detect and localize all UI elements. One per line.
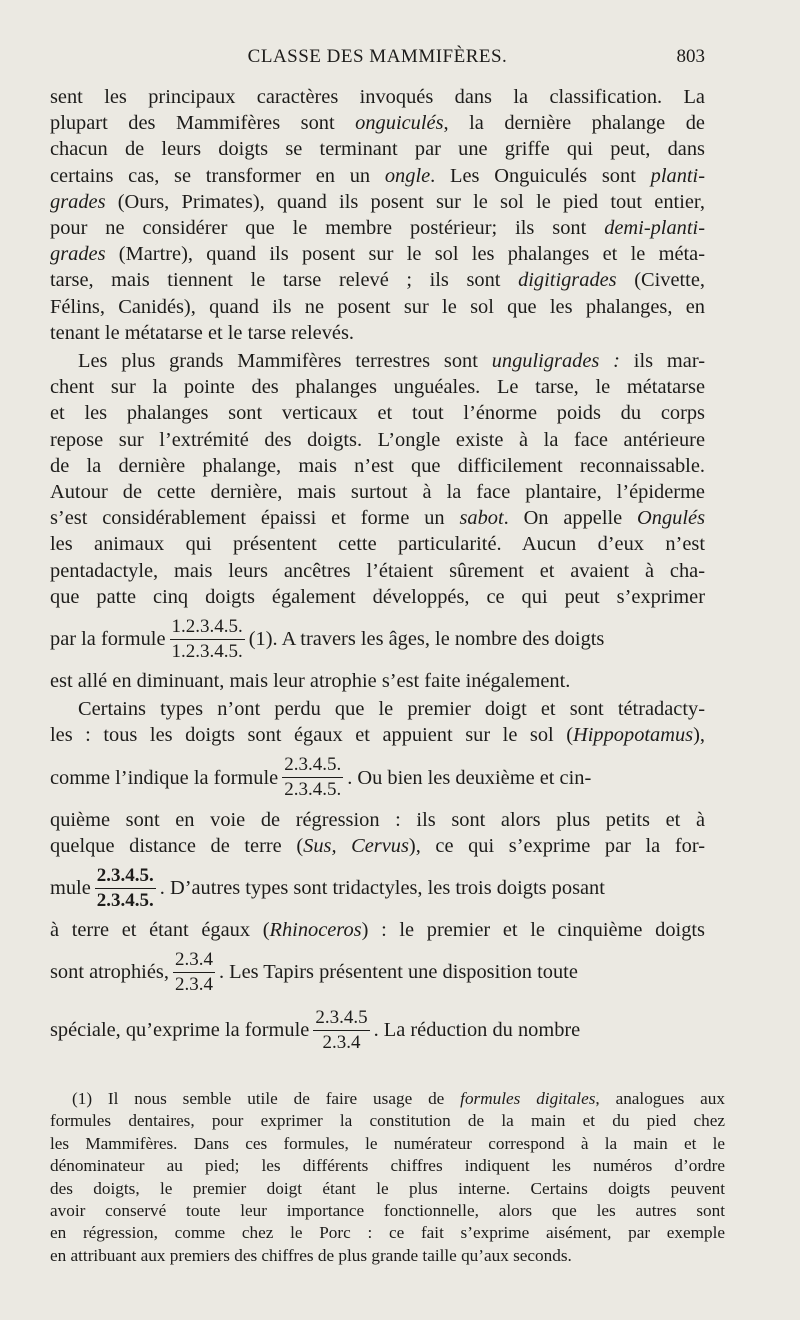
- text-line: chacun de leurs doigts se terminant par une griffe qui peut, dans: [50, 138, 705, 161]
- text-line: pentadactyle, mais leurs ancêtres l’étaient sûrement et avaient à cha-: [50, 559, 705, 582]
- digital-formula-fraction-bold: $\frac{2.3.4.5.}{2.3.4.5.}$: [96, 864, 154, 911]
- text-line: s’est considérablement épaissi et forme un sabot. On appelle Ongulés: [50, 507, 706, 530]
- formula-line: comme l’indique la formule $\frac{2.3.4.5.}{2.3.4.5.}$ . Ou bien les deuxième et cin-: [50, 754, 592, 801]
- digital-formula-fraction: $\frac{2.3.4.5}{2.3.4}$: [315, 1006, 368, 1053]
- footnote: [50, 1088, 725, 1267]
- text-line: à terre et étant égaux (Rhinoceros) : le premier et le cinquième doigts: [50, 919, 705, 942]
- formula-line: mule $\frac{2.3.4.5.}{2.3.4.5.}$ . D’autres types sont tridactyles, les trois doigts posant: [50, 864, 605, 911]
- text-line: sent les principaux caractères invoqués dans la classification. La: [50, 86, 705, 108]
- text-line: plupart des Mammifères sont onguiculés, la dernière phalange de: [50, 112, 705, 135]
- running-title: CLASSE DES MAMMIFÈRES.: [247, 46, 508, 67]
- text-line: tenant le métatarse et le tarse relevés.: [50, 321, 354, 344]
- digital-formula-fraction: $\frac{2.3.4.5.}{2.3.4.5.}$: [284, 754, 342, 801]
- footnote-line: en régression, comme chez le Porc : ce fait s’exprime aisément, par exemple: [50, 1223, 725, 1243]
- text-line: est allé en diminuant, mais leur atrophie s’est faite inégalement.: [50, 670, 571, 693]
- main-text: [50, 84, 705, 1061]
- formula-line: par la formule $\frac{1.2.3.4.5.}{1.2.3.4.5.}$ (1). A travers les âges, le nombre des doigts: [50, 615, 605, 662]
- footnote-line: (1) Il nous semble utile de faire usage de formules digitales, analogues aux: [72, 1089, 725, 1108]
- text-line: chent sur la pointe des phalanges unguéales. Le tarse, le métatarse: [50, 376, 705, 399]
- text-line: tarse, mais tiennent le tarse relevé ; ils sont digitigrades (Civette,: [50, 269, 705, 292]
- text-line: Félins, Canidés), quand ils ne posent sur le sol que les phalanges, en: [50, 295, 705, 318]
- paragraph-1: [50, 84, 705, 346]
- text-line: les : tous les doigts sont égaux et appuient sur le sol (Hippopotamus),: [50, 724, 705, 747]
- footnote-line: les Mammifères. Dans ces formules, le numérateur correspond à la main et le: [50, 1133, 725, 1153]
- footnote-line: avoir conservé toute leur importance fonctionnelle, alors que les autres sont: [50, 1201, 725, 1221]
- footnote-line: des doigts, le premier doigt étant le plus interne. Certains doigts peuvent: [50, 1178, 725, 1198]
- text-line: repose sur l’extrémité des doigts. L’ongle existe à la face antérieure: [50, 428, 705, 451]
- text-line: Certains types n’ont perdu que le premier doigt et sont tétradacty-: [78, 698, 705, 721]
- text-line: certains cas, se transformer en un ongle. Les Onguiculés sont planti-: [50, 164, 706, 187]
- digital-formula-fraction: $\frac{1.2.3.4.5.}{1.2.3.4.5.}$: [171, 615, 243, 662]
- text-line: pour ne considérer que le membre postérieur; ils sont demi-planti-: [50, 217, 705, 240]
- text-line: quelque distance de terre (Sus, Cervus), ce qui s’exprime par la for-: [50, 834, 705, 857]
- text-line: de la dernière phalange, mais n’est que difficilement reconnaissable.: [50, 454, 705, 477]
- text-line: et les phalanges sont verticaux et tout l’énorme poids du corps: [50, 402, 705, 425]
- text-line: les animaux qui présentent cette particularité. Aucun d’eux n’est: [50, 533, 705, 556]
- page-number: 803: [676, 46, 705, 67]
- formula-line: spéciale, qu’exprime la formule $\frac{2.3.4.5}{2.3.4}$ . La réduction du nombre: [50, 1006, 581, 1053]
- footnote-line: en attribuant aux premiers des chiffres de plus grande taille qu’aux seconds.: [50, 1245, 572, 1265]
- running-header: [50, 46, 705, 74]
- text-line: grades (Martre), quand ils posent sur le sol les phalanges et le méta-: [50, 243, 705, 266]
- text-line: Autour de cette dernière, mais surtout à la face plantaire, l’épiderme: [50, 481, 705, 504]
- formula-line: sont atrophiés, $\frac{2.3.4}{2.3.4}$ . Les Tapirs présentent une disposition toute: [50, 948, 578, 995]
- text-line: que patte cinq doigts également développés, ce qui peut s’exprimer: [50, 585, 705, 608]
- text-line: quième sont en voie de régression : ils sont alors plus petits et à: [50, 808, 705, 831]
- digital-formula-fraction: $\frac{2.3.4}{2.3.4}$: [174, 948, 213, 995]
- paragraph-3: [50, 696, 705, 1059]
- footnote-line: dénominateur au pied; les différents chiffres indiquent les numéros d’ordre: [50, 1156, 725, 1176]
- text-line: grades (Ours, Primates), quand ils posent sur le sol le pied tout entier,: [50, 190, 705, 213]
- paragraph-2: [50, 348, 705, 694]
- text-line: Les plus grands Mammifères terrestres sont unguligrades : ils mar-: [78, 350, 705, 373]
- footnote-line: formules dentaires, pour exprimer la constitution de la main et du pied chez: [50, 1111, 725, 1131]
